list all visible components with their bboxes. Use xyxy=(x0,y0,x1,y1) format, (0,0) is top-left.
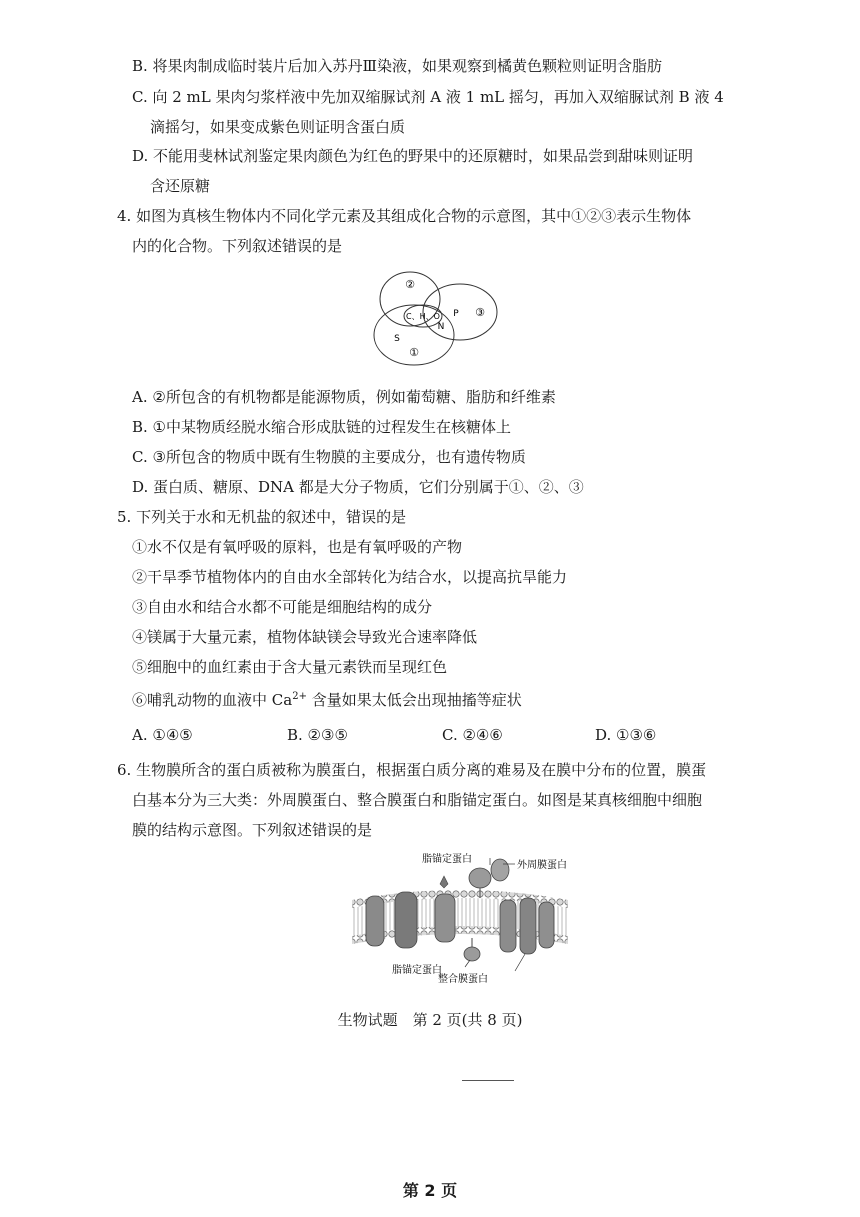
q5-item-6: ⑥哺乳动物的血液中 $Ca^{2+}$ 含量如果太低会出现抽搐等症状 xyxy=(132,691,522,709)
q4-option-b: B. ①中某物质经脱水缩合形成肽链的过程发生在核糖体上 xyxy=(132,418,512,436)
venn-diagram xyxy=(360,265,520,370)
label-lipid-anchored-bottom: 脂锚定蛋白 xyxy=(392,965,442,976)
q5-option-c: C. ②④⑥ xyxy=(442,726,503,744)
venn-label-p: P xyxy=(453,309,459,319)
venn-label-2: ② xyxy=(405,278,415,291)
label-peripheral-protein: 外周膜蛋白 xyxy=(517,860,567,871)
q5-option-a: A. ①④⑤ xyxy=(132,726,193,744)
venn-label-n: N xyxy=(437,322,445,332)
q5-item-4: ④镁属于大量元素，植物体缺镁会导致光合速率降低 xyxy=(132,628,478,646)
q3-option-d-line1: D. 不能用斐林试剂鉴定果肉颜色为红色的野果中的还原糖时，如果品尝到甜味则证明 xyxy=(132,147,694,165)
membrane-figure xyxy=(340,850,580,985)
q4-option-d: D. 蛋白质、糖原、DNA 都是大分子物质，它们分别属于①、②、③ xyxy=(132,478,584,496)
q6-stem-line1: 6. 生物膜所含的蛋白质被称为膜蛋白，根据蛋白质分离的难易及在膜中分布的位置，膜蛋 xyxy=(117,761,707,779)
venn-label-3: ③ xyxy=(475,306,485,319)
q3-option-b: B. 将果肉制成临时装片后加入苏丹Ⅲ染液，如果观察到橘黄色颗粒则证明含脂肪 xyxy=(132,57,663,75)
page-footer: 生物试题 第 2 页(共 8 页) xyxy=(337,1011,523,1029)
q4-option-a: A. ②所包含的有机物都是能源物质，例如葡萄糖、脂肪和纤维素 xyxy=(132,388,556,406)
q3-option-d-line2: 含还原糖 xyxy=(150,177,211,195)
q4-option-c: C. ③所包含的物质中既有生物膜的主要成分，也有遗传物质 xyxy=(132,448,526,466)
divider-line xyxy=(462,1080,514,1081)
q3-option-c-line2: 滴摇匀，如果变成紫色则证明含蛋白质 xyxy=(150,118,406,136)
venn-label-1: ① xyxy=(409,346,419,359)
venn-label-s: S xyxy=(394,334,400,344)
q5-item-1: ①水不仅是有氧呼吸的原料，也是有氧呼吸的产物 xyxy=(132,538,463,556)
q5-item-2: ②干旱季节植物体内的自由水全部转化为结合水，以提高抗旱能力 xyxy=(132,568,568,586)
page-number: 第 2 页 xyxy=(402,1181,458,1200)
venn-label-chon: C、H、O xyxy=(406,312,440,321)
q5-option-d: D. ①③⑥ xyxy=(595,726,657,744)
q6-stem-line2: 白基本分为三大类：外周膜蛋白、整合膜蛋白和脂锚定蛋白。如图是某真核细胞中细胞 xyxy=(132,791,703,809)
label-integral-protein: 整合膜蛋白 xyxy=(438,974,488,985)
label-lipid-anchored-top: 脂锚定蛋白 xyxy=(422,854,472,865)
q4-stem-line2: 内的化合物。下列叙述错误的是 xyxy=(132,237,343,255)
q4-stem-line1: 4. 如图为真核生物体内不同化学元素及其组成化合物的示意图，其中①②③表示生物体 xyxy=(117,207,692,225)
q5-item-3: ③自由水和结合水都不可能是细胞结构的成分 xyxy=(132,598,433,616)
q5-option-b: B. ②③⑤ xyxy=(287,726,348,744)
q6-stem-line3: 膜的结构示意图。下列叙述错误的是 xyxy=(132,821,373,839)
q5-stem: 5. 下列关于水和无机盐的叙述中，错误的是 xyxy=(117,508,407,526)
q3-option-c-line1: C. 向 2 mL 果肉匀浆样液中先加双缩脲试剂 A 液 1 mL 摇匀，再加入双缩脲试剂 B 液 4 xyxy=(132,88,724,106)
q5-item-5: ⑤细胞中的血红素由于含大量元素铁而呈现红色 xyxy=(132,658,448,676)
